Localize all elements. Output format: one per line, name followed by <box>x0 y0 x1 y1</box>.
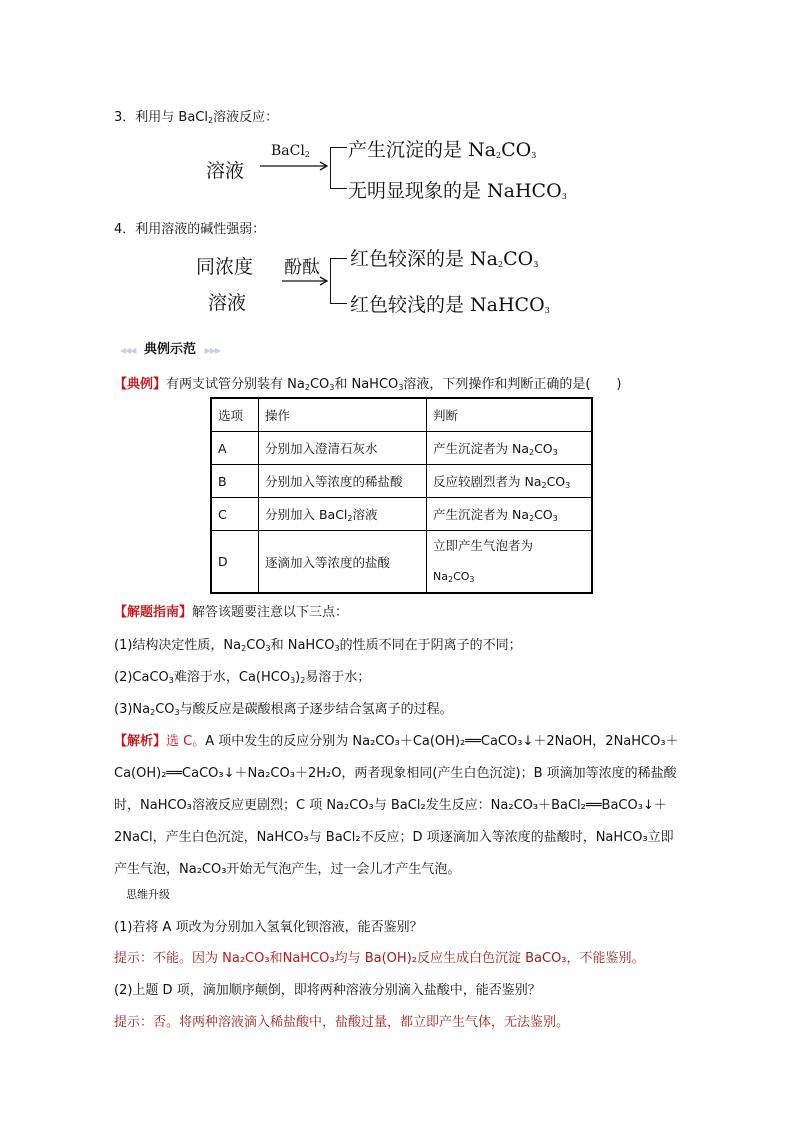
operation-cell: 分别加入等浓度的稀盐酸 <box>259 465 427 498</box>
guide-point-3: $(3)Na_2CO_3$与酸反应是碳酸根离子逐步结合氢离子的过程。 <box>114 702 453 717</box>
table-row <box>211 465 592 498</box>
option-cell: C <box>211 498 259 531</box>
judge-cell: 反应较剧烈者为 $Na_2CO_3$ <box>427 465 593 498</box>
option-cell: D <box>211 531 259 594</box>
example-question: 【典例】有两支试管分别装有 $Na_2CO_3$和 NaHCO$_3$溶液，下列操作和判断正确的是( ) <box>114 377 622 392</box>
diagram1-arrow-label: BaCl$_2$ <box>271 143 310 159</box>
table-row <box>211 432 592 465</box>
diagram2-arrow-label: 酚酞 <box>284 257 320 278</box>
header-operation: 操作 <box>259 398 427 432</box>
guide-point-1: (1)结构决定性质，$Na_2CO_3$和 NaHCO$_3$的性质不同在于阴离子的不同； <box>114 638 522 653</box>
diagram2-arrow <box>280 275 330 287</box>
analysis-line-1: 【解析】选 C。A 项中发生的反应分别为 Na₂CO₃＋Ca(OH)₂══CaCO₃↓＋2NaOH，2NaHCO₃＋ <box>114 734 679 749</box>
diagram1-bottom: 无明显现象的是 NaHCO$_3$ <box>348 180 567 202</box>
section-3-title: 3．利用与 BaCl$_2$溶液反应： <box>114 110 279 125</box>
diagram2-top: 红色较深的是 $Na_2CO_3$ <box>350 248 539 270</box>
analysis-line-2: Ca(OH)₂══CaCO₃↓＋Na₂CO₃＋2H₂O，两者现象相同(产生白色沉淀)；B 项滴加等浓度的稀盐酸 <box>114 766 677 781</box>
options-table <box>210 397 593 594</box>
option-cell: A <box>211 432 259 465</box>
option-cell: B <box>211 465 259 498</box>
operation-cell: 分别加入 BaCl$_2$溶液 <box>259 498 427 531</box>
diagram1-bracket <box>330 147 347 189</box>
upgrade-answer-2: 提示：否。将两种溶液滴入稀盐酸中，盐酸过量，都立即产生气体，无法鉴别。 <box>114 1015 570 1030</box>
upgrade-title: 思维升级 <box>126 888 170 901</box>
upgrade-answer-1: 提示：不能。因为 Na₂CO₃和NaHCO₃均与 Ba(OH)₂反应生成白色沉淀 BaCO₃，不能鉴别。 <box>114 951 645 966</box>
example-header: ◀◀◀ 典例示范 ▶▶▶ <box>120 342 221 357</box>
judge-cell: 产生沉淀者为 $Na_2CO_3$ <box>427 432 593 465</box>
judge-cell: 立即产生气泡者为 $Na_2CO_3$ <box>427 531 593 594</box>
right-arrows-icon: ▶▶▶ <box>204 346 221 355</box>
header-judge: 判断 <box>427 398 593 432</box>
diagram2-left-line2: 溶液 <box>208 292 247 314</box>
diagram2-bracket <box>330 258 347 304</box>
analysis-line-3: 时，NaHCO₃溶液反应更剧烈；C 项 Na₂CO₃与 BaCl₂发生反应：Na₂CO₃＋BaCl₂══BaCO₃↓＋ <box>114 798 667 813</box>
table-header-row <box>211 398 592 432</box>
diagram1-arrow <box>258 160 330 172</box>
upgrade-question-1: (1)若将 A 项改为分别加入氢氧化钡溶液，能否鉴别？ <box>114 920 423 935</box>
left-arrows-icon: ◀◀◀ <box>120 346 136 355</box>
table-row <box>211 498 592 531</box>
operation-cell: 逐滴加入等浓度的盐酸 <box>259 531 427 594</box>
diagram1-top: 产生沉淀的是 $Na_2CO_3$ <box>348 139 537 161</box>
diagram1-left: 溶液 <box>206 160 245 182</box>
diagram2-left-line1: 同浓度 <box>196 256 254 278</box>
analysis-line-5: 产生气泡，Na₂CO₃开始无气泡产生，过一会儿才产生气泡。 <box>114 862 461 877</box>
upgrade-question-2: (2)上题 D 项，滴加顺序颠倒，即将两种溶液分别滴入盐酸中，能否鉴别？ <box>114 983 541 998</box>
diagram2-bottom: 红色较浅的是 NaHCO$_3$ <box>350 294 550 316</box>
header-option: 选项 <box>211 398 259 432</box>
section-4-title: 4．利用溶液的碱性强弱： <box>114 222 266 237</box>
operation-cell: 分别加入澄清石灰水 <box>259 432 427 465</box>
analysis-line-4: 2NaCl，产生白色沉淀，NaHCO₃与 BaCl₂不反应；D 项逐滴加入等浓度的盐酸时，NaHCO₃立即 <box>114 830 674 845</box>
judge-cell: 产生沉淀者为 $Na_2CO_3$ <box>427 498 593 531</box>
guide-point-2: (2)CaCO$_3$难溶于水，$Ca(HCO_3)_2$易溶于水； <box>114 670 371 685</box>
guide-intro: 【解题指南】解答该题要注意以下三点： <box>114 605 349 620</box>
table-row <box>211 531 592 594</box>
